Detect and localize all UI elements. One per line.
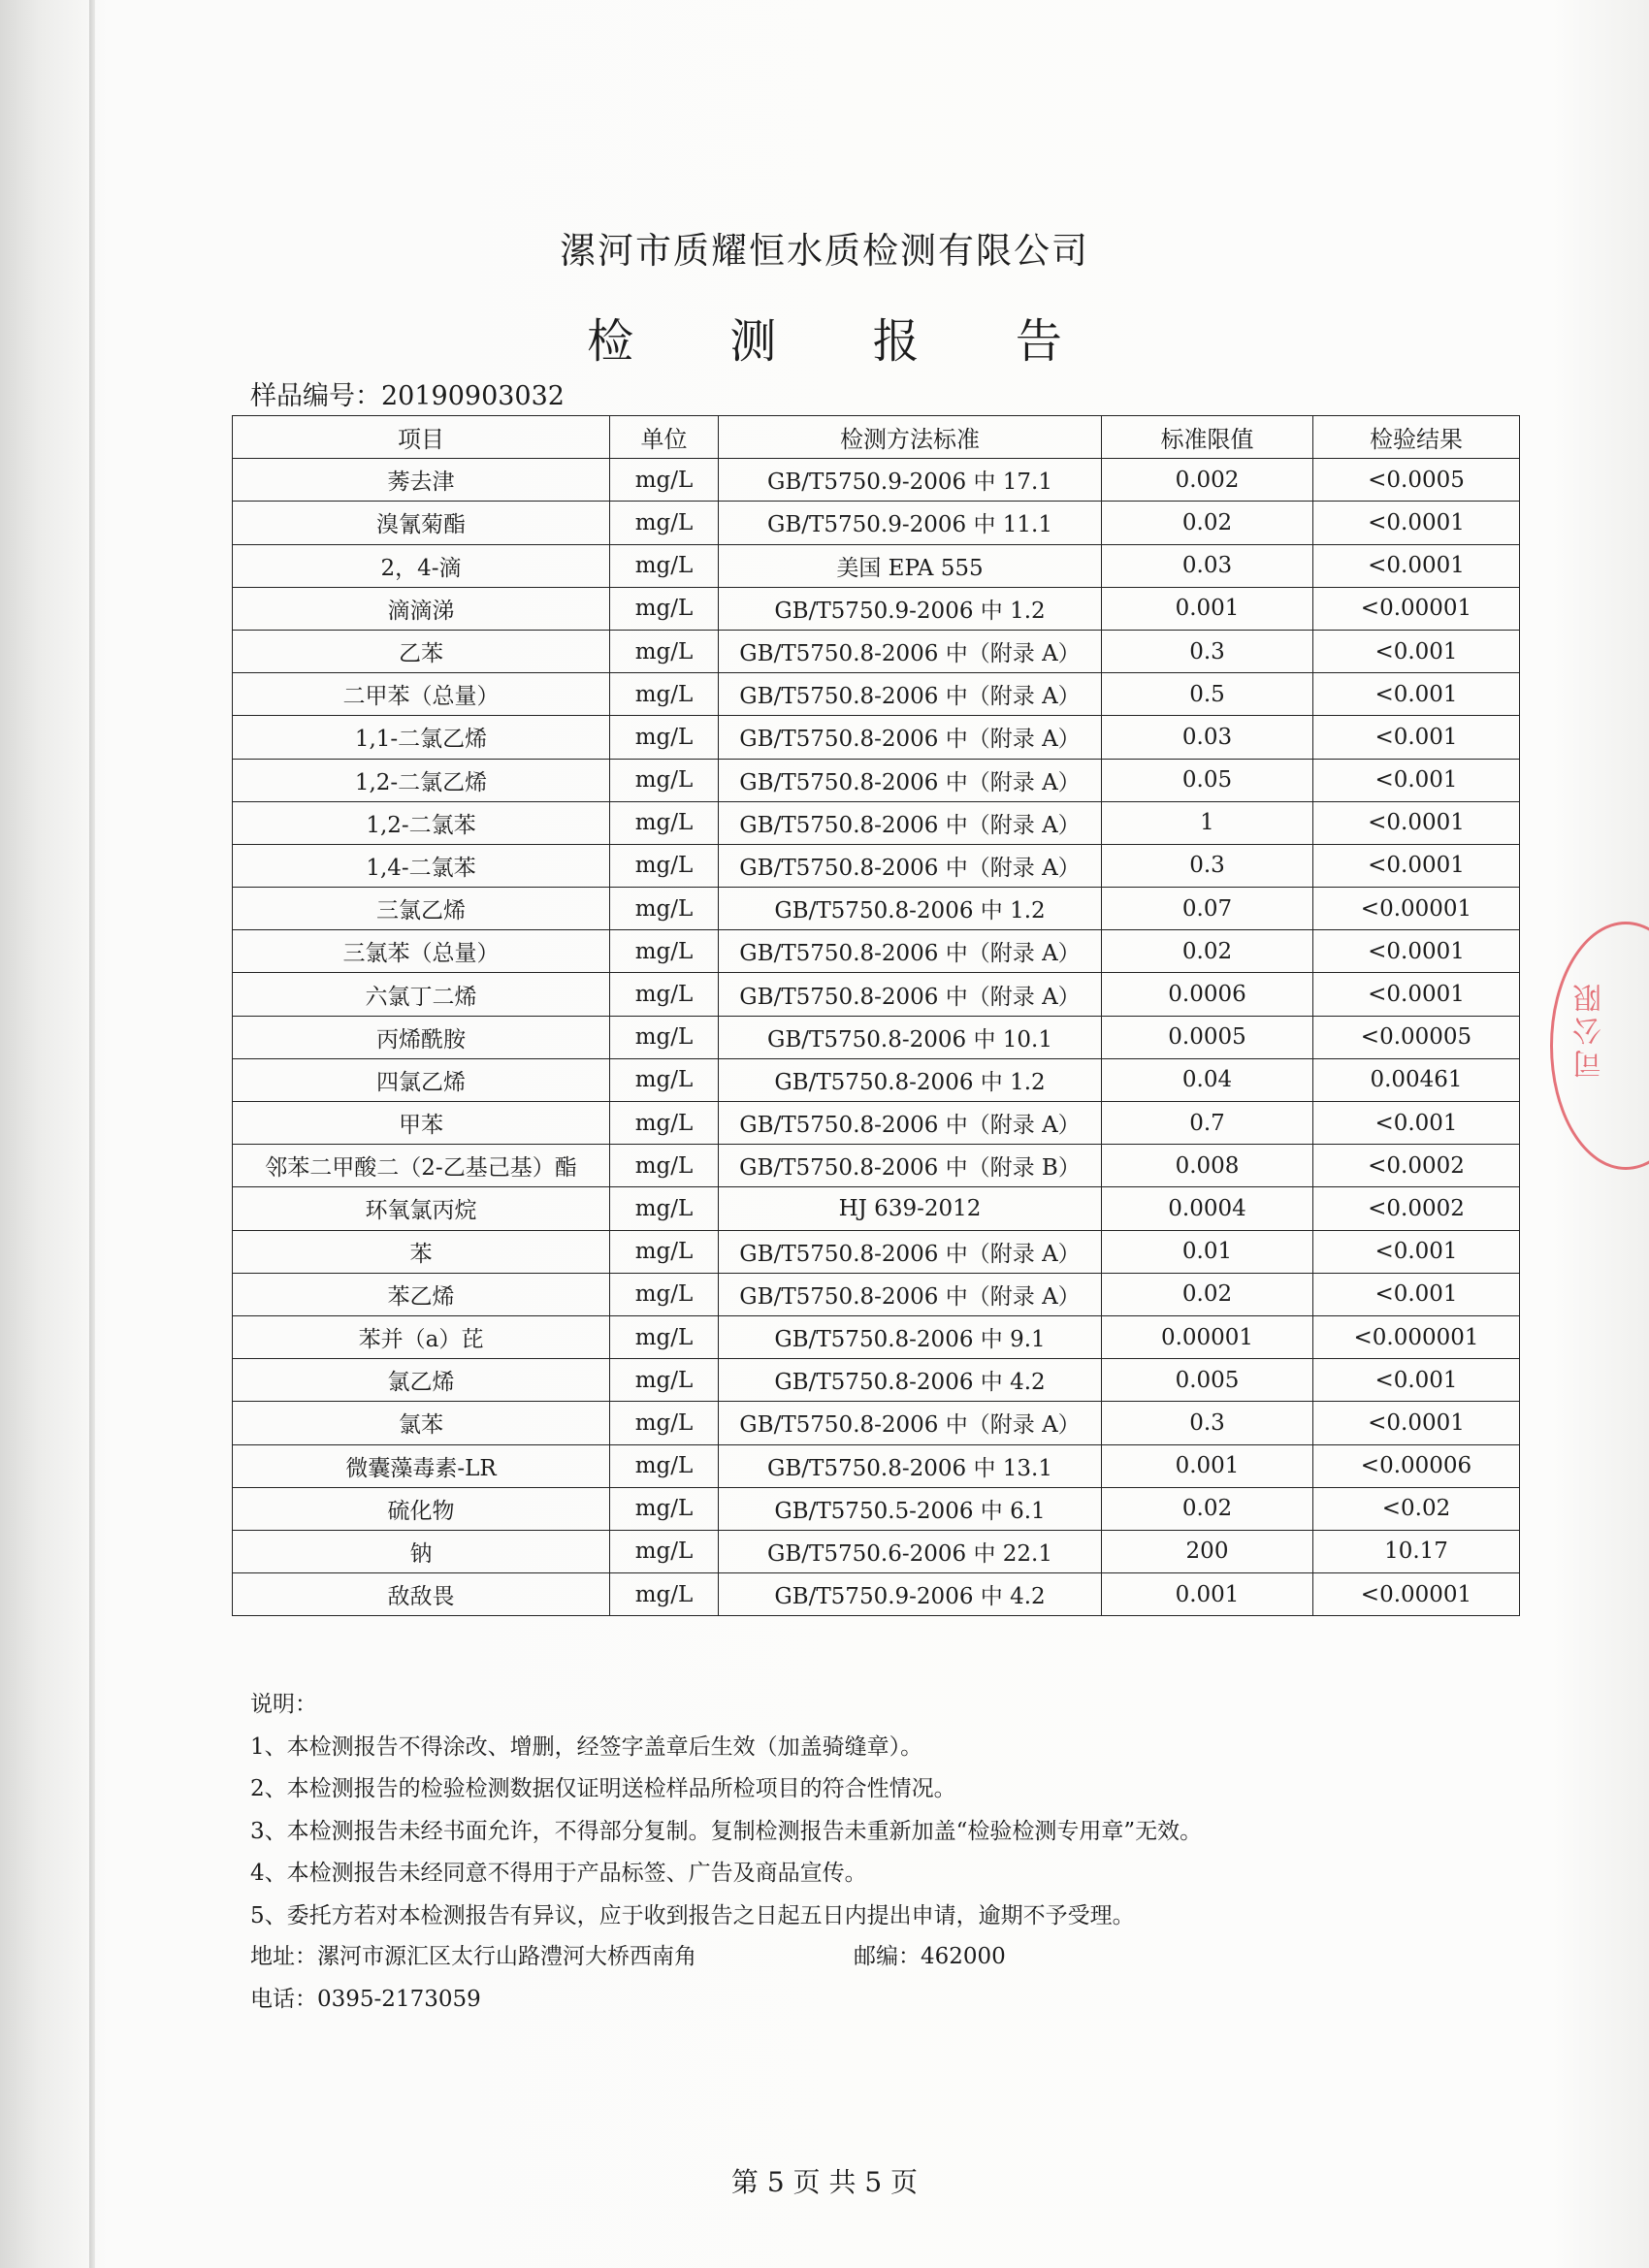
cell-test-method: GB/T5750.8-2006 中（附录 A） — [719, 973, 1102, 1016]
cell-item-name: 莠去津 — [233, 459, 610, 502]
table-row — [233, 759, 1520, 801]
table-row — [233, 801, 1520, 844]
cell-test-result: <0.001 — [1313, 630, 1520, 672]
cell-standard-limit: 200 — [1102, 1530, 1313, 1572]
cell-unit: mg/L — [610, 1530, 719, 1572]
cell-test-result: <0.001 — [1313, 1359, 1520, 1402]
cell-unit: mg/L — [610, 1359, 719, 1402]
cell-unit: mg/L — [610, 1102, 719, 1145]
cell-unit: mg/L — [610, 630, 719, 672]
cell-test-result: <0.0001 — [1313, 544, 1520, 587]
cell-standard-limit: 0.7 — [1102, 1102, 1313, 1145]
cell-standard-limit: 0.3 — [1102, 630, 1313, 672]
cell-standard-limit: 0.008 — [1102, 1145, 1313, 1187]
cell-test-method: GB/T5750.8-2006 中（附录 A） — [719, 1273, 1102, 1315]
table-row — [233, 1058, 1520, 1101]
cell-unit: mg/L — [610, 1145, 719, 1187]
note-item: 2、本检测报告的检验检测数据仅证明送检样品所检项目的符合性情况。 — [250, 1776, 956, 1801]
cell-unit: mg/L — [610, 1016, 719, 1058]
cell-standard-limit: 0.001 — [1102, 1444, 1313, 1487]
cell-standard-limit: 0.001 — [1102, 1573, 1313, 1616]
cell-unit: mg/L — [610, 759, 719, 801]
cell-standard-limit: 0.05 — [1102, 759, 1313, 801]
cell-item-name: 甲苯 — [233, 1102, 610, 1145]
cell-unit: mg/L — [610, 973, 719, 1016]
cell-item-name: 环氧氯丙烷 — [233, 1187, 610, 1230]
table-row — [233, 973, 1520, 1016]
cell-unit: mg/L — [610, 844, 719, 887]
cell-test-result: <0.001 — [1313, 1273, 1520, 1315]
table-row — [233, 630, 1520, 672]
cell-unit: mg/L — [610, 502, 719, 544]
seal-text: 司公限 — [1573, 980, 1607, 1079]
cell-item-name: 三氯乙烯 — [233, 888, 610, 930]
cell-test-method: GB/T5750.8-2006 中（附录 A） — [719, 759, 1102, 801]
cell-test-result: <0.000001 — [1313, 1315, 1520, 1358]
cell-item-name: 微囊藻毒素-LR — [233, 1444, 610, 1487]
cell-item-name: 二甲苯（总量） — [233, 673, 610, 716]
cell-unit: mg/L — [610, 1444, 719, 1487]
cell-test-result: <0.00001 — [1313, 888, 1520, 930]
cell-unit: mg/L — [610, 930, 719, 973]
cell-item-name: 苯并（a）芘 — [233, 1315, 610, 1358]
cell-test-method: GB/T5750.8-2006 中（附录 A） — [719, 716, 1102, 759]
table-body — [233, 459, 1520, 1616]
table-row — [233, 1315, 1520, 1358]
cell-test-result: <0.0001 — [1313, 801, 1520, 844]
column-header-method: 检测方法标准 — [719, 416, 1102, 459]
cell-standard-limit: 0.07 — [1102, 888, 1313, 930]
cell-unit: mg/L — [610, 1273, 719, 1315]
cell-unit: mg/L — [610, 801, 719, 844]
table-row — [233, 716, 1520, 759]
cell-item-name: 丙烯酰胺 — [233, 1016, 610, 1058]
cell-unit: mg/L — [610, 1315, 719, 1358]
sample-number: 样品编号：20190903032 — [250, 381, 565, 411]
cell-standard-limit: 0.03 — [1102, 544, 1313, 587]
cell-standard-limit: 0.02 — [1102, 1487, 1313, 1530]
cell-standard-limit: 0.0005 — [1102, 1016, 1313, 1058]
cell-item-name: 敌敌畏 — [233, 1573, 610, 1616]
column-header-result: 检验结果 — [1313, 416, 1520, 459]
address: 地址：漯河市源汇区太行山路澧河大桥西南角 — [250, 1944, 696, 1969]
cell-test-method: GB/T5750.8-2006 中（附录 A） — [719, 1230, 1102, 1273]
note-item: 5、委托方若对本检测报告有异议，应于收到报告之日起五日内提出申请，逾期不予受理。 — [250, 1902, 1135, 1928]
cell-test-method: GB/T5750.8-2006 中 4.2 — [719, 1359, 1102, 1402]
cell-test-result: <0.0001 — [1313, 930, 1520, 973]
cell-item-name: 苯 — [233, 1230, 610, 1273]
cell-test-result: 0.00461 — [1313, 1058, 1520, 1101]
cell-unit: mg/L — [610, 1058, 719, 1101]
phone: 电话：0395-2173059 — [250, 1987, 481, 2012]
cell-unit: mg/L — [610, 1187, 719, 1230]
cell-test-method: GB/T5750.9-2006 中 4.2 — [719, 1573, 1102, 1616]
cell-test-method: GB/T5750.8-2006 中（附录 A） — [719, 673, 1102, 716]
cell-item-name: 2，4-滴 — [233, 544, 610, 587]
table-row — [233, 844, 1520, 887]
cell-item-name: 滴滴涕 — [233, 587, 610, 630]
table-row — [233, 1145, 1520, 1187]
cell-standard-limit: 0.001 — [1102, 587, 1313, 630]
cell-standard-limit: 0.0004 — [1102, 1187, 1313, 1230]
company-name: 漯河市质耀恒水质检测有限公司 — [560, 230, 1089, 272]
table-header-row — [233, 416, 1520, 459]
notes-heading: 说明： — [250, 1692, 317, 1717]
cell-item-name: 苯乙烯 — [233, 1273, 610, 1315]
cell-test-method: GB/T5750.8-2006 中（附录 A） — [719, 1402, 1102, 1444]
table-row — [233, 587, 1520, 630]
table-row — [233, 1230, 1520, 1273]
cell-unit: mg/L — [610, 1230, 719, 1273]
cell-test-method: GB/T5750.8-2006 中（附录 B） — [719, 1145, 1102, 1187]
cell-test-method: GB/T5750.9-2006 中 11.1 — [719, 502, 1102, 544]
table-row — [233, 1487, 1520, 1530]
cell-unit: mg/L — [610, 459, 719, 502]
cell-standard-limit: 0.3 — [1102, 844, 1313, 887]
cell-test-result: <0.001 — [1313, 759, 1520, 801]
cell-item-name: 溴氰菊酯 — [233, 502, 610, 544]
cell-standard-limit: 0.01 — [1102, 1230, 1313, 1273]
table-row — [233, 459, 1520, 502]
cell-standard-limit: 0.00001 — [1102, 1315, 1313, 1358]
cell-test-method: GB/T5750.8-2006 中（附录 A） — [719, 801, 1102, 844]
cell-standard-limit: 0.03 — [1102, 716, 1313, 759]
table-row — [233, 1530, 1520, 1572]
cell-test-result: <0.0001 — [1313, 844, 1520, 887]
cell-test-result: <0.001 — [1313, 673, 1520, 716]
cell-test-method: GB/T5750.6-2006 中 22.1 — [719, 1530, 1102, 1572]
cell-item-name: 硫化物 — [233, 1487, 610, 1530]
cell-test-result: <0.00001 — [1313, 587, 1520, 630]
address-line — [250, 1938, 1006, 1970]
note-item: 1、本检测报告不得涂改、增删，经签字盖章后生效（加盖骑缝章）。 — [250, 1733, 923, 1760]
note-item: 3、本检测报告未经书面允许，不得部分复制。复制检测报告未重新加盖“检验检测专用章”无效。 — [250, 1818, 1203, 1844]
cell-standard-limit: 0.0006 — [1102, 973, 1313, 1016]
cell-test-method: GB/T5750.8-2006 中（附录 A） — [719, 630, 1102, 672]
cell-unit: mg/L — [610, 673, 719, 716]
cell-test-result: <0.00005 — [1313, 1016, 1520, 1058]
cell-unit: mg/L — [610, 888, 719, 930]
cell-item-name: 1,2-二氯苯 — [233, 801, 610, 844]
cell-test-result: <0.0002 — [1313, 1187, 1520, 1230]
cell-unit: mg/L — [610, 1573, 719, 1616]
cell-standard-limit: 1 — [1102, 801, 1313, 844]
table-row — [233, 673, 1520, 716]
cell-test-result: <0.00006 — [1313, 1444, 1520, 1487]
cell-test-result: <0.0001 — [1313, 973, 1520, 1016]
cell-test-method: 美国 EPA 555 — [719, 544, 1102, 587]
cell-item-name: 邻苯二甲酸二（2-乙基己基）酯 — [233, 1145, 610, 1187]
cell-unit: mg/L — [610, 1402, 719, 1444]
cell-test-result: <0.0005 — [1313, 459, 1520, 502]
cell-item-name: 三氯苯（总量） — [233, 930, 610, 973]
cell-test-result: 10.17 — [1313, 1530, 1520, 1572]
cell-item-name: 氯乙烯 — [233, 1359, 610, 1402]
cell-standard-limit: 0.04 — [1102, 1058, 1313, 1101]
cell-test-method: GB/T5750.8-2006 中 9.1 — [719, 1315, 1102, 1358]
cell-unit: mg/L — [610, 544, 719, 587]
cell-standard-limit: 0.002 — [1102, 459, 1313, 502]
cell-item-name: 钠 — [233, 1530, 610, 1572]
cell-test-method: GB/T5750.8-2006 中（附录 A） — [719, 930, 1102, 973]
cell-item-name: 1,1-二氯乙烯 — [233, 716, 610, 759]
cell-unit: mg/L — [610, 1487, 719, 1530]
cell-test-result: <0.001 — [1313, 716, 1520, 759]
cell-test-method: GB/T5750.8-2006 中 1.2 — [719, 1058, 1102, 1101]
cell-test-method: GB/T5750.8-2006 中 10.1 — [719, 1016, 1102, 1058]
cell-test-method: GB/T5750.9-2006 中 1.2 — [719, 587, 1102, 630]
page-number: 第 5 页 共 5 页 — [730, 2166, 919, 2198]
cell-standard-limit: 0.02 — [1102, 502, 1313, 544]
table-row — [233, 888, 1520, 930]
cell-test-method: GB/T5750.9-2006 中 17.1 — [719, 459, 1102, 502]
column-header-limit: 标准限值 — [1102, 416, 1313, 459]
cell-standard-limit: 0.02 — [1102, 1273, 1313, 1315]
table-row — [233, 1102, 1520, 1145]
postcode: 邮编：462000 — [854, 1944, 1006, 1969]
cell-test-method: GB/T5750.5-2006 中 6.1 — [719, 1487, 1102, 1530]
table-row — [233, 1573, 1520, 1616]
cell-test-result: <0.0001 — [1313, 1402, 1520, 1444]
notes-section — [250, 1684, 1202, 1937]
column-header-unit: 单位 — [610, 416, 719, 459]
table-row — [233, 1187, 1520, 1230]
report-title: 检 测 报 告 — [587, 314, 1103, 369]
cell-test-method: GB/T5750.8-2006 中 13.1 — [719, 1444, 1102, 1487]
cell-test-result: <0.0001 — [1313, 502, 1520, 544]
cell-item-name: 1,4-二氯苯 — [233, 844, 610, 887]
column-header-item: 项目 — [233, 416, 610, 459]
cell-item-name: 氯苯 — [233, 1402, 610, 1444]
cell-standard-limit: 0.3 — [1102, 1402, 1313, 1444]
table-row — [233, 1444, 1520, 1487]
cell-unit: mg/L — [610, 587, 719, 630]
cell-test-result: <0.00001 — [1313, 1573, 1520, 1616]
cell-unit: mg/L — [610, 716, 719, 759]
cell-test-result: <0.0002 — [1313, 1145, 1520, 1187]
results-table — [232, 415, 1520, 1616]
note-item: 4、本检测报告未经同意不得用于产品标签、广告及商品宣传。 — [250, 1861, 867, 1886]
table-row — [233, 930, 1520, 973]
cell-item-name: 四氯乙烯 — [233, 1058, 610, 1101]
cell-standard-limit: 0.005 — [1102, 1359, 1313, 1402]
cell-standard-limit: 0.5 — [1102, 673, 1313, 716]
cell-test-result: <0.02 — [1313, 1487, 1520, 1530]
table-row — [233, 1273, 1520, 1315]
cell-standard-limit: 0.02 — [1102, 930, 1313, 973]
cell-test-method: GB/T5750.8-2006 中（附录 A） — [719, 844, 1102, 887]
cell-test-method: GB/T5750.8-2006 中（附录 A） — [719, 1102, 1102, 1145]
table-row — [233, 1016, 1520, 1058]
cell-test-result: <0.001 — [1313, 1102, 1520, 1145]
cell-item-name: 1,2-二氯乙烯 — [233, 759, 610, 801]
cell-item-name: 乙苯 — [233, 630, 610, 672]
table-row — [233, 1359, 1520, 1402]
table-row — [233, 544, 1520, 587]
table-row — [233, 1402, 1520, 1444]
table-row — [233, 502, 1520, 544]
cell-test-result: <0.001 — [1313, 1230, 1520, 1273]
cell-item-name: 六氯丁二烯 — [233, 973, 610, 1016]
cell-test-method: HJ 639-2012 — [719, 1187, 1102, 1230]
cell-test-method: GB/T5750.8-2006 中 1.2 — [719, 888, 1102, 930]
